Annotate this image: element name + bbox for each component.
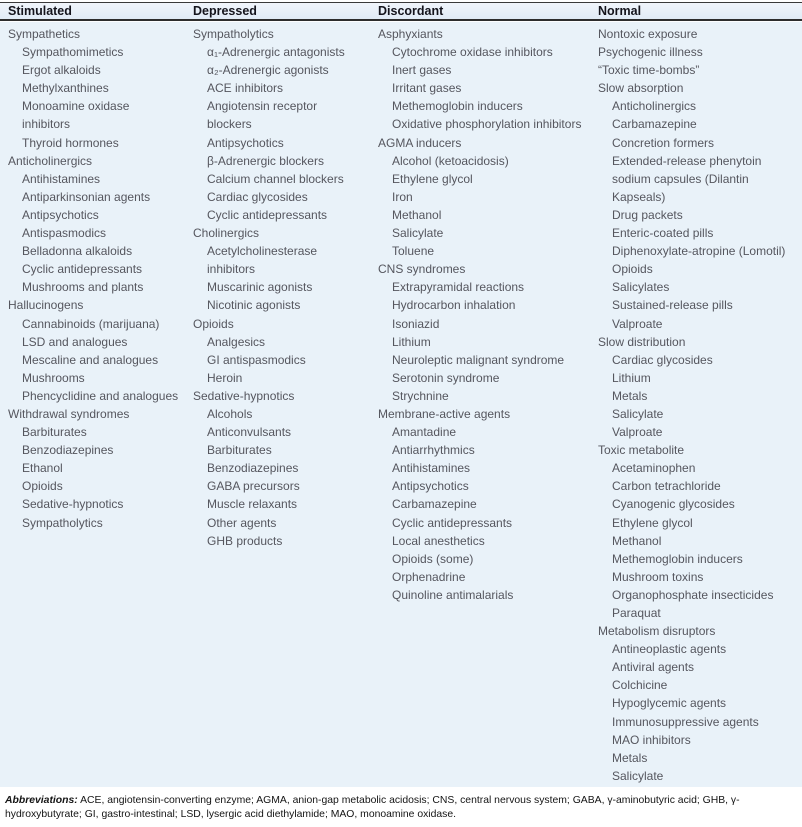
list-item: Opioids (612, 262, 653, 277)
list-item: Strychnine (392, 388, 449, 403)
list-item: Carbamazepine (612, 117, 697, 132)
list-item: Lithium (392, 334, 431, 349)
abbreviations-footnote (0, 787, 802, 821)
list-item: Salicylate (392, 226, 444, 241)
list-item: Ergot alkaloids (22, 63, 101, 78)
list-item: Local anesthetics (392, 533, 485, 548)
list-item: Cardiac glycosides (207, 189, 308, 204)
list-item: Diphenoxylate-atropine (Lomotil) (612, 244, 786, 259)
list-item: Drug packets (612, 207, 683, 222)
list-item: Cardiac glycosides (612, 352, 713, 367)
group-title: Sympathetics (8, 27, 81, 41)
list-item: α₂-Adrenergic agonists (207, 63, 329, 78)
list-item: Carbon tetrachloride (612, 479, 721, 494)
list-item: Salicylate (612, 406, 664, 421)
list-item: Methemoglobin inducers (612, 551, 743, 566)
list-item: Antiparkinsonian agents (22, 189, 151, 204)
list-item: Barbiturates (22, 425, 87, 440)
list-item: Opioids (22, 479, 63, 494)
list-item: Quinoline antimalarials (392, 587, 514, 602)
list-item: Orphenadrine (392, 569, 466, 584)
list-item: Carbamazepine (392, 497, 477, 512)
list-item: Anticonvulsants (207, 425, 292, 440)
column-header-depressed: Depressed (193, 4, 257, 18)
group-title: Psychogenic illness (598, 45, 703, 60)
table-body (0, 21, 802, 787)
list-item: Antihistamines (22, 171, 101, 186)
list-item: Muscle relaxants (207, 497, 298, 512)
list-item: Methylxanthines (22, 81, 109, 96)
list-item: Ethylene glycol (392, 171, 473, 186)
list-item: Antiviral agents (612, 660, 695, 675)
column-normal (590, 25, 802, 787)
list-item: Metals (612, 750, 648, 765)
abbreviations-text: ACE, angiotensin-converting enzyme; AGMA, anion-gap metabolic acidosis; CNS, central nervous system; GABA, γ-aminobutyric acid; GHB, γ-hydroxybutyrate; GI, gastro-intestinal; LSD, lysergic acid diethylamide; MAO, monoamine oxidase. (5, 795, 740, 820)
list-item: ACE inhibitors (207, 81, 284, 96)
list-item: Barbiturates (207, 443, 272, 458)
list-item: Nicotinic agonists (207, 298, 301, 313)
list-item: Oxidative phosphorylation inhibitors (392, 117, 582, 132)
list-item: Amantadine (392, 425, 457, 440)
list-item: Antihistamines (392, 461, 471, 476)
list-item: Antipsychotics (392, 479, 469, 494)
list-item: Acetylcholinesterase inhibitors (207, 244, 318, 277)
list-item: Mushrooms and plants (22, 280, 144, 295)
list-item: Concretion formers (612, 135, 715, 150)
list-item: Cyclic antidepressants (22, 262, 143, 277)
list-item: Ethylene glycol (612, 515, 693, 530)
list-item: Iron (392, 189, 413, 204)
group-title: Nontoxic exposure (598, 27, 698, 41)
list-item: Cytochrome oxidase inhibitors (392, 45, 553, 60)
list-item: Salicylates (612, 280, 670, 295)
list-item: Sedative-hypnotics (22, 497, 124, 512)
list-item: Valproate (612, 316, 663, 331)
column-stimulated (0, 25, 185, 787)
list-item: Sympathomimetics (22, 45, 124, 60)
column-header-normal: Normal (598, 4, 642, 18)
group-title: Anticholinergics (8, 153, 93, 168)
list-item: Sympatholytics (22, 515, 103, 530)
list-item: GABA precursors (207, 479, 300, 494)
list-item: Opioids (some) (392, 551, 474, 566)
group-title: Slow distribution (598, 334, 686, 349)
list-item: Methanol (392, 207, 442, 222)
list-item: Angiotensin receptor blockers (207, 99, 318, 132)
list-item: Benzodiazepines (22, 443, 114, 458)
list-item: α₁-Adrenergic antagonists (207, 45, 345, 60)
list-item: Muscarinic agonists (207, 280, 313, 295)
list-item: Anticholinergics (612, 99, 697, 114)
list-item: Belladonna alkaloids (22, 244, 133, 259)
list-item: Hypoglycemic agents (612, 696, 727, 711)
list-item: Methanol (612, 533, 662, 548)
group-title: Metabolism disruptors (598, 624, 716, 639)
list-item: Cyclic antidepressants (392, 515, 513, 530)
list-item: Ethanol (22, 461, 63, 476)
group-title: Slow absorption (598, 81, 684, 96)
column-header-discordant: Discordant (378, 4, 444, 18)
list-item: Extrapyramidal reactions (392, 280, 525, 295)
group-title: CNS syndromes (378, 262, 466, 277)
list-item: Inert gases (392, 63, 452, 78)
list-item: Heroin (207, 370, 243, 385)
list-item: Organophosphate insecticides (612, 587, 774, 602)
list-item: LSD and analogues (22, 334, 128, 349)
list-item: Sustained-release pills (612, 298, 733, 313)
list-item: Mushroom toxins (612, 569, 704, 584)
toxidrome-classification-table (0, 2, 802, 787)
group-title: Cholinergics (193, 226, 260, 241)
list-item: Toluene (392, 244, 435, 259)
list-item: Antipsychotics (207, 135, 284, 150)
group-title: AGMA inducers (378, 135, 462, 150)
list-item: Neuroleptic malignant syndrome (392, 352, 565, 367)
list-item: Analgesics (207, 334, 266, 349)
list-item: Calcium channel blockers (207, 171, 344, 186)
list-item: Extended-release phenytoin sodium capsules (Dilantin Kapseals) (612, 153, 762, 204)
group-title: Opioids (193, 316, 234, 331)
list-item: Lithium (612, 370, 651, 385)
list-item: Cyanogenic glycosides (612, 497, 735, 512)
list-item: Methemoglobin inducers (392, 99, 523, 114)
table-header-row (0, 2, 802, 21)
list-item: Hydrocarbon inhalation (392, 298, 516, 313)
group-title: Asphyxiants (378, 27, 443, 41)
list-item: GI antispasmodics (207, 352, 306, 367)
list-item: Thyroid hormones (22, 135, 119, 150)
list-item: GHB products (207, 533, 283, 548)
column-header-stimulated: Stimulated (8, 4, 72, 18)
list-item: Other agents (207, 515, 277, 530)
list-item: Mushrooms (22, 370, 85, 385)
group-title: Sympatholytics (193, 27, 274, 41)
group-title: Sedative-hypnotics (193, 388, 295, 403)
list-item: Cyclic antidepressants (207, 207, 328, 222)
list-item: Monoamine oxidase inhibitors (22, 99, 130, 132)
group-title: Toxic metabolite (598, 443, 685, 458)
group-title: Hallucinogens (8, 298, 84, 313)
list-item: Valproate (612, 425, 663, 440)
list-item: Enteric-coated pills (612, 226, 714, 241)
list-item: Antipsychotics (22, 207, 99, 222)
list-item: Metals (612, 388, 648, 403)
list-item: MAO inhibitors (612, 732, 691, 747)
list-item: Irritant gases (392, 81, 462, 96)
list-item: Isoniazid (392, 316, 440, 331)
list-item: Phencyclidine and analogues (22, 388, 179, 403)
list-item: β-Adrenergic blockers (207, 153, 324, 168)
list-item: Benzodiazepines (207, 461, 299, 476)
list-item: Alcohols (207, 406, 253, 421)
list-item: Colchicine (612, 678, 668, 693)
group-title: “Toxic time-bombs” (598, 63, 700, 78)
list-item: Acetaminophen (612, 461, 696, 476)
abbreviations-label: Abbreviations: (5, 795, 78, 806)
list-item: Immunosuppressive agents (612, 714, 759, 729)
list-item: Cannabinoids (marijuana) (22, 316, 160, 331)
list-item: Paraquat (612, 606, 661, 620)
column-discordant (370, 25, 590, 787)
list-item: Salicylate (612, 768, 664, 783)
list-item: Mescaline and analogues (22, 352, 159, 367)
list-item: Antispasmodics (22, 226, 107, 241)
column-depressed (185, 25, 370, 787)
group-title: Withdrawal syndromes (8, 406, 130, 421)
list-item: Antiarrhythmics (392, 443, 475, 458)
list-item: Alcohol (ketoacidosis) (392, 153, 509, 168)
group-title: Membrane-active agents (378, 406, 511, 421)
list-item: Serotonin syndrome (392, 370, 500, 385)
list-item (598, 785, 796, 787)
list-item: Antineoplastic agents (612, 642, 727, 657)
